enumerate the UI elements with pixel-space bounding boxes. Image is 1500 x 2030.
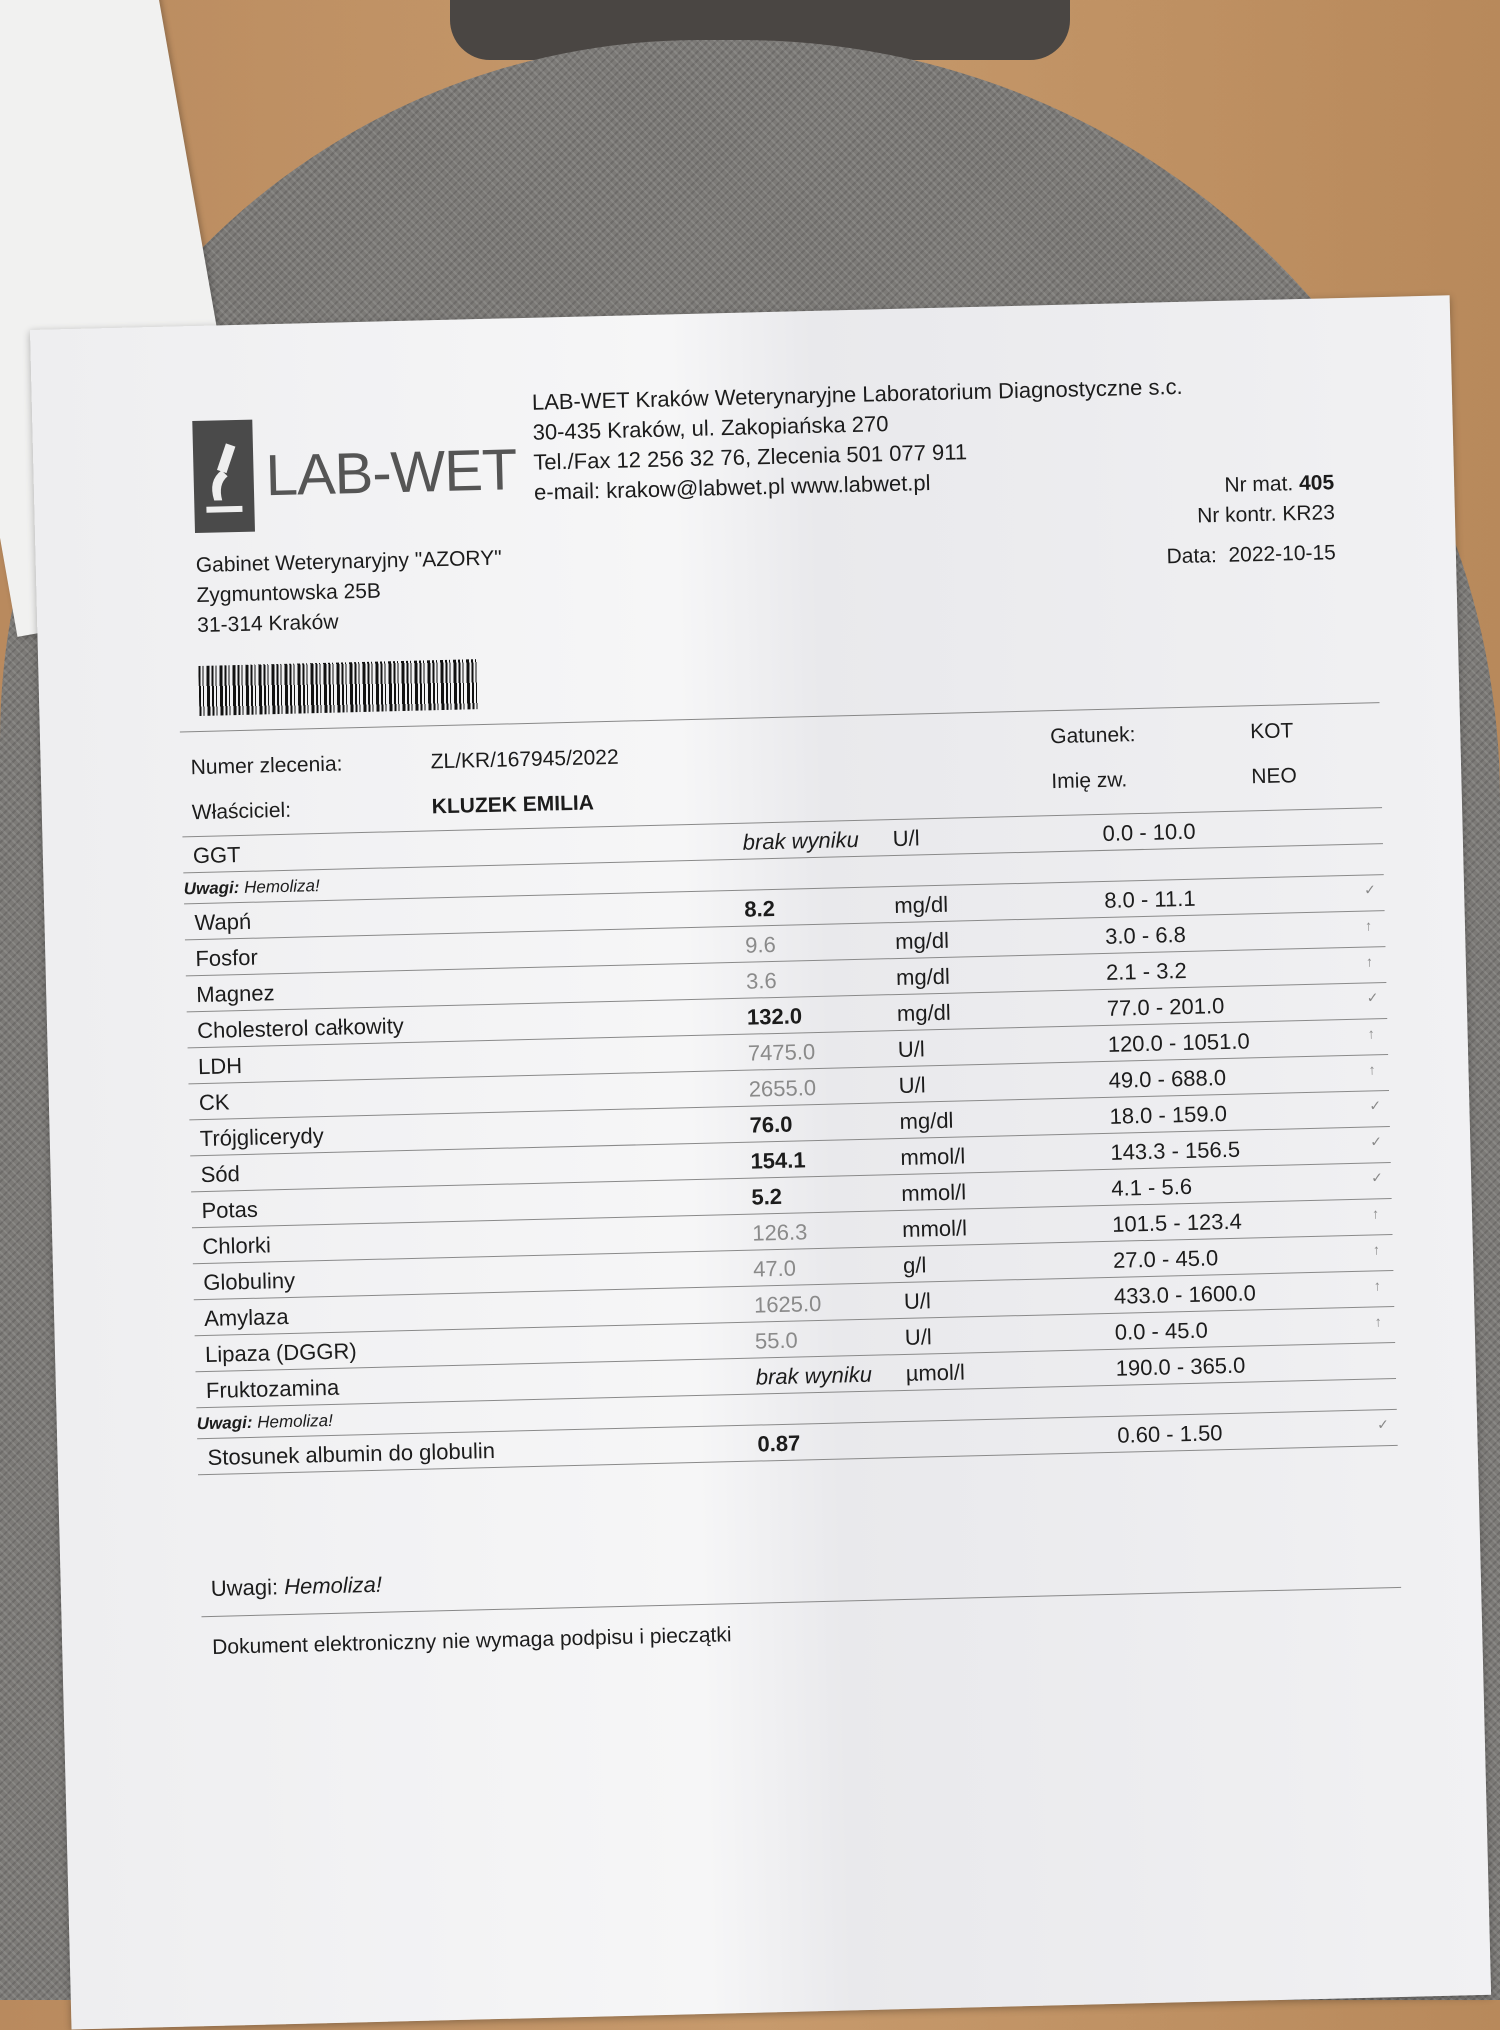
result-ref: 8.0 - 11.1 bbox=[1103, 885, 1196, 913]
order-block bbox=[190, 716, 1410, 825]
result-flag-icon: ↑ bbox=[1364, 917, 1373, 934]
client-name: Gabinet Weterynaryjny "AZORY" bbox=[195, 546, 502, 578]
result-value: 3.6 bbox=[745, 967, 778, 994]
result-rows bbox=[184, 875, 1395, 1372]
result-unit: U/l bbox=[898, 1072, 926, 1098]
result-name: Sód bbox=[200, 1161, 241, 1188]
result-ref: 18.0 - 159.0 bbox=[1109, 1100, 1228, 1129]
result-name: Stosunek albumin do globulin bbox=[207, 1437, 496, 1470]
result-name: Chlorki bbox=[202, 1232, 272, 1260]
result-unit: U/l bbox=[892, 825, 920, 852]
result-ref: 49.0 - 688.0 bbox=[1108, 1065, 1227, 1093]
nr-mat-label: Nr mat. bbox=[1224, 472, 1294, 497]
note-text: Hemoliza! bbox=[256, 1410, 334, 1432]
result-flag-icon: ↑ bbox=[1373, 1277, 1381, 1294]
logo-text: LAB-WET bbox=[264, 436, 518, 508]
nr-mat-value: 405 bbox=[1298, 471, 1335, 496]
result-flag-icon: ↑ bbox=[1368, 1061, 1376, 1078]
result-ref: 27.0 - 45.0 bbox=[1112, 1245, 1219, 1273]
result-flag-icon: ✓ bbox=[1370, 1133, 1383, 1150]
pet-name-value: NEO bbox=[1250, 764, 1298, 789]
result-unit: mmol/l bbox=[901, 1179, 967, 1206]
result-flag-icon: ✓ bbox=[1370, 1169, 1384, 1186]
nr-kontr-label: Nr kontr. bbox=[1196, 502, 1277, 528]
client-block bbox=[195, 544, 503, 641]
result-unit: mmol/l bbox=[901, 1215, 968, 1242]
result-value: 0.87 bbox=[757, 1430, 801, 1457]
result-flag-icon: ✓ bbox=[1376, 1416, 1390, 1433]
result-name: CK bbox=[198, 1089, 230, 1116]
barcode bbox=[198, 659, 479, 716]
result-unit: mg/dl bbox=[899, 1107, 954, 1134]
result-flag-icon: ↑ bbox=[1365, 953, 1374, 970]
result-value: 154.1 bbox=[750, 1147, 806, 1174]
result-unit: µmol/l bbox=[905, 1359, 966, 1386]
result-ref: 4.1 - 5.6 bbox=[1110, 1173, 1193, 1201]
result-unit: mg/dl bbox=[894, 891, 949, 919]
lab-street: 30-435 Kraków, ul. Zakopiańska 270 bbox=[532, 411, 889, 445]
species-value: KOT bbox=[1249, 719, 1294, 744]
lab-report-sheet bbox=[30, 295, 1491, 2029]
result-name: Magnez bbox=[195, 980, 275, 1008]
result-value: 126.3 bbox=[751, 1219, 808, 1246]
result-name: Lipaza (DGGR) bbox=[204, 1338, 357, 1368]
result-ref: 120.0 - 1051.0 bbox=[1107, 1028, 1250, 1057]
order-number-label: Numer zlecenia: bbox=[190, 752, 343, 780]
result-ref: 0.0 - 10.0 bbox=[1102, 818, 1196, 846]
client-city: 31-314 Kraków bbox=[196, 610, 339, 637]
result-unit: U/l bbox=[897, 1036, 926, 1063]
result-ref: 2.1 - 3.2 bbox=[1105, 957, 1188, 985]
pet-name-label: Imię zw. bbox=[1051, 768, 1128, 794]
lab-address-block bbox=[532, 372, 1186, 508]
microscope-icon bbox=[192, 420, 255, 533]
result-ref: 0.0 - 45.0 bbox=[1114, 1317, 1209, 1345]
footer-text: Dokument elektroniczny nie wymaga podpisu i pieczątki bbox=[211, 1623, 732, 1659]
result-name: Trójglicerydy bbox=[199, 1123, 324, 1152]
result-flag-icon: ↑ bbox=[1372, 1241, 1381, 1258]
date-label: Data: bbox=[1166, 544, 1218, 569]
result-name: Cholesterol całkowity bbox=[196, 1013, 405, 1044]
nr-kontr-value: KR23 bbox=[1282, 501, 1336, 526]
final-note-label: Uwagi: bbox=[210, 1574, 279, 1601]
result-unit: U/l bbox=[903, 1288, 932, 1314]
result-value: 1625.0 bbox=[753, 1290, 822, 1318]
result-ref: 77.0 - 201.0 bbox=[1106, 993, 1225, 1021]
note-text: Hemoliza! bbox=[243, 876, 320, 897]
result-flag-icon: ✓ bbox=[1369, 1097, 1382, 1114]
lab-name: LAB-WET Kraków Weterynaryjne Laboratorium Diagnostyczne s.c. bbox=[531, 373, 1183, 415]
result-value: 47.0 bbox=[752, 1255, 797, 1282]
result-name: Amylaza bbox=[203, 1303, 289, 1332]
result-value: 8.2 bbox=[744, 895, 776, 922]
final-note-text: Hemoliza! bbox=[283, 1571, 383, 1600]
result-unit: mg/dl bbox=[895, 963, 951, 991]
result-unit: mg/dl bbox=[894, 927, 950, 955]
result-name: Globuliny bbox=[203, 1267, 296, 1296]
result-unit: g/l bbox=[902, 1252, 927, 1278]
result-name: Potas bbox=[201, 1196, 259, 1224]
result-flag-icon: ↑ bbox=[1371, 1205, 1380, 1222]
meta-block bbox=[1165, 468, 1337, 572]
result-flag-icon: ✓ bbox=[1363, 881, 1376, 898]
result-unit: mmol/l bbox=[900, 1143, 966, 1170]
note-label: Uwagi: bbox=[196, 1412, 253, 1434]
lab-email: e-mail: krakow@labwet.pl www.labwet.pl bbox=[533, 470, 931, 505]
result-ref: 143.3 - 156.5 bbox=[1110, 1136, 1241, 1165]
result-flag-icon: ✓ bbox=[1366, 989, 1379, 1006]
result-unit: mg/dl bbox=[896, 999, 952, 1027]
result-ref: 190.0 - 365.0 bbox=[1115, 1352, 1246, 1381]
result-value: 2655.0 bbox=[748, 1075, 817, 1102]
result-value: 55.0 bbox=[754, 1327, 799, 1354]
date-value: 2022-10-15 bbox=[1228, 541, 1337, 567]
order-number-value: ZL/KR/167945/2022 bbox=[430, 745, 619, 774]
lab-phone: Tel./Fax 12 256 32 76, Zlecenia 501 077 911 bbox=[533, 439, 968, 475]
result-flag-icon: ↑ bbox=[1374, 1313, 1382, 1330]
client-street: Zygmuntowska 25B bbox=[196, 579, 382, 608]
result-value: brak wyniku bbox=[742, 826, 860, 855]
lab-logo bbox=[192, 413, 517, 533]
owner-label: Właściciel: bbox=[191, 798, 292, 825]
species-label: Gatunek: bbox=[1049, 723, 1136, 749]
result-unit: U/l bbox=[904, 1324, 933, 1350]
result-name: Fosfor bbox=[195, 944, 259, 972]
result-ref: 0.60 - 1.50 bbox=[1117, 1420, 1223, 1448]
result-value: 5.2 bbox=[751, 1183, 783, 1210]
result-value: 132.0 bbox=[746, 1003, 803, 1030]
result-name: Wapń bbox=[194, 908, 252, 936]
result-name: Fruktozamina bbox=[205, 1374, 340, 1404]
results-table bbox=[182, 807, 1397, 1475]
result-name: GGT bbox=[192, 842, 241, 869]
result-name: LDH bbox=[197, 1053, 243, 1080]
result-value: 7475.0 bbox=[747, 1039, 816, 1066]
owner-value: KLUZEK EMILIA bbox=[431, 791, 595, 819]
result-flag-icon: ↑ bbox=[1367, 1025, 1375, 1042]
result-ref: 3.0 - 6.8 bbox=[1104, 921, 1187, 949]
note-label: Uwagi: bbox=[183, 878, 240, 899]
result-value: 9.6 bbox=[744, 931, 777, 958]
result-ref: 433.0 - 1600.0 bbox=[1113, 1280, 1257, 1309]
result-value: 76.0 bbox=[749, 1111, 793, 1138]
result-value: brak wyniku bbox=[755, 1361, 873, 1390]
final-note bbox=[210, 1572, 382, 1602]
result-ref: 101.5 - 123.4 bbox=[1111, 1208, 1243, 1237]
